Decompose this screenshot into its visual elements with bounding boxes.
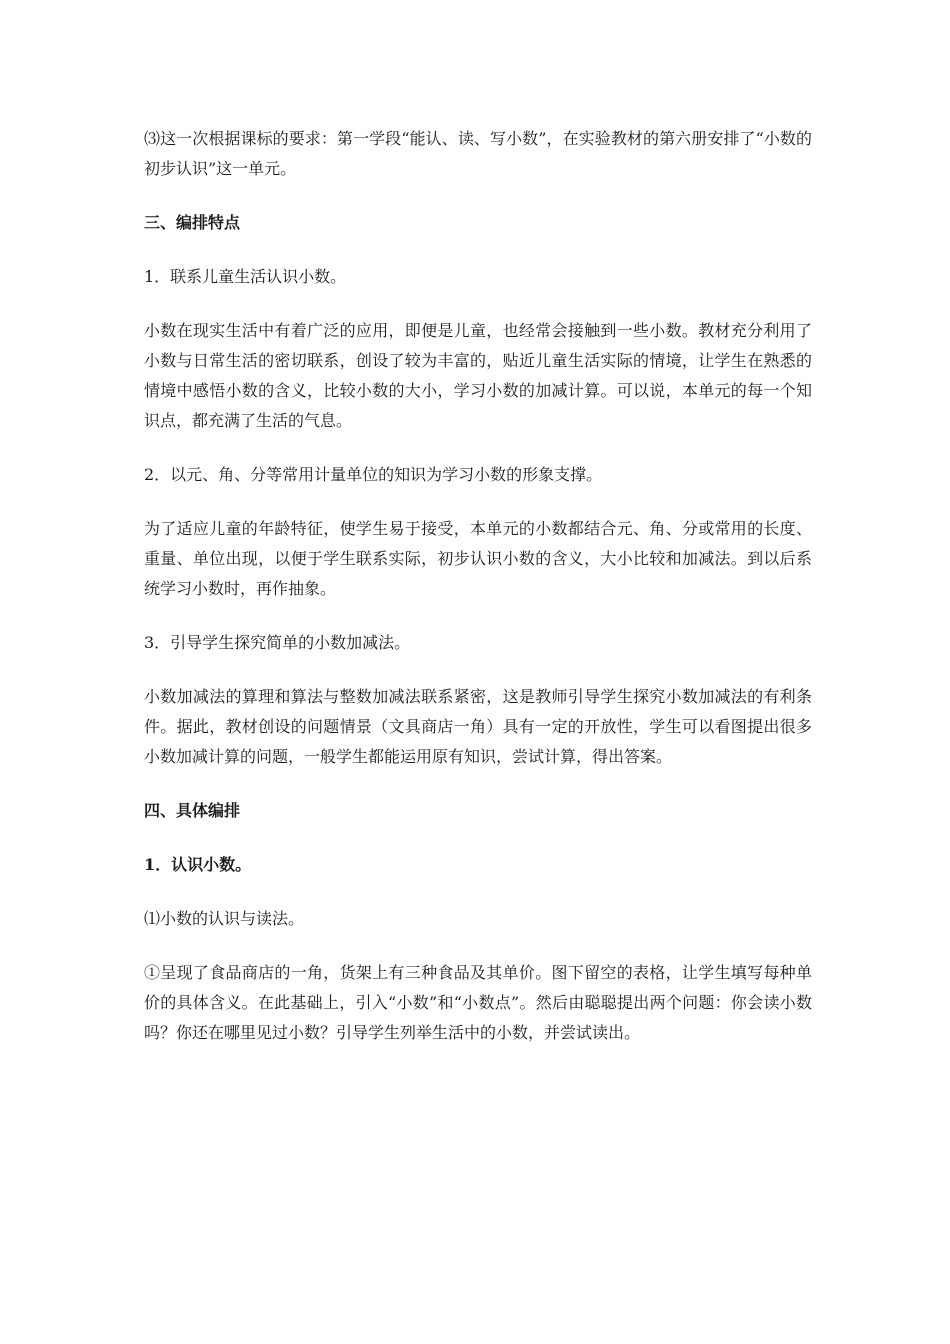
spacer xyxy=(144,934,812,958)
point-1-body: 小数在现实生活中有着广泛的应用，即便是儿童，也经常会接触到一些小数。教材充分利用了小数与日常生活的密切联系，创设了较为丰富的，贴近儿童生活实际的情境，让学生在熟悉的情境中感悟小数的含义，比较小数的大小，学习小数的加减计算。可以说，本单元的每一个知识点，都充满了生活的气息。 xyxy=(144,321,812,430)
point-1-title: 1．联系儿童生活认识小数。 xyxy=(144,267,347,286)
subpoint-reading-decimals: ⑴小数的认识与读法。 xyxy=(144,909,305,928)
subsection-heading-know-decimals: 1．认识小数。 xyxy=(144,855,252,874)
spacer xyxy=(144,292,812,316)
point-2-body: 为了适应儿童的年龄特征，使学生易于接受，本单元的小数都结合元、角、分或常用的长度、重量、单位出现，以便于学生联系实际，初步认识小数的含义，大小比较和加减法。到以后系统学习小数时，再作抽象。 xyxy=(144,519,812,598)
document-body xyxy=(144,124,812,1048)
spacer xyxy=(144,658,812,682)
spacer xyxy=(144,772,812,796)
spacer xyxy=(144,184,812,208)
spacer xyxy=(144,604,812,628)
spacer xyxy=(144,238,812,262)
point-3-title: 3．引导学生探究简单的小数加减法。 xyxy=(144,633,411,652)
spacer xyxy=(144,436,812,460)
point-2-title: 2．以元、角、分等常用计量单位的知识为学习小数的形象支撑。 xyxy=(144,465,603,484)
spacer xyxy=(144,880,812,904)
subpoint-food-shop-body: ①呈现了食品商店的一角，货架上有三种食品及其单价。图下留空的表格，让学生填写每种单价的具体含义。在此基础上，引入“小数”和“小数点”。然后由聪聪提出两个问题：你会读小数吗？你还在哪里见过小数？引导学生列举生活中的小数，并尝试读出。 xyxy=(144,963,812,1042)
spacer xyxy=(144,490,812,514)
section-heading-arrangement-features: 三、编排特点 xyxy=(144,213,241,232)
section-heading-specific-arrangement: 四、具体编排 xyxy=(144,801,241,820)
spacer xyxy=(144,826,812,850)
paragraph-curriculum-note: ⑶这一次根据课标的要求：第一学段“能认、读、写小数”，在实验教材的第六册安排了“小数的初步认识”这一单元。 xyxy=(144,129,812,178)
point-3-body: 小数加减法的算理和算法与整数加减法联系紧密，这是教师引导学生探究小数加减法的有利条件。据此，教材创设的问题情景（文具商店一角）具有一定的开放性，学生可以看图提出很多小数加减计算的问题，一般学生都能运用原有知识，尝试计算，得出答案。 xyxy=(144,687,812,766)
